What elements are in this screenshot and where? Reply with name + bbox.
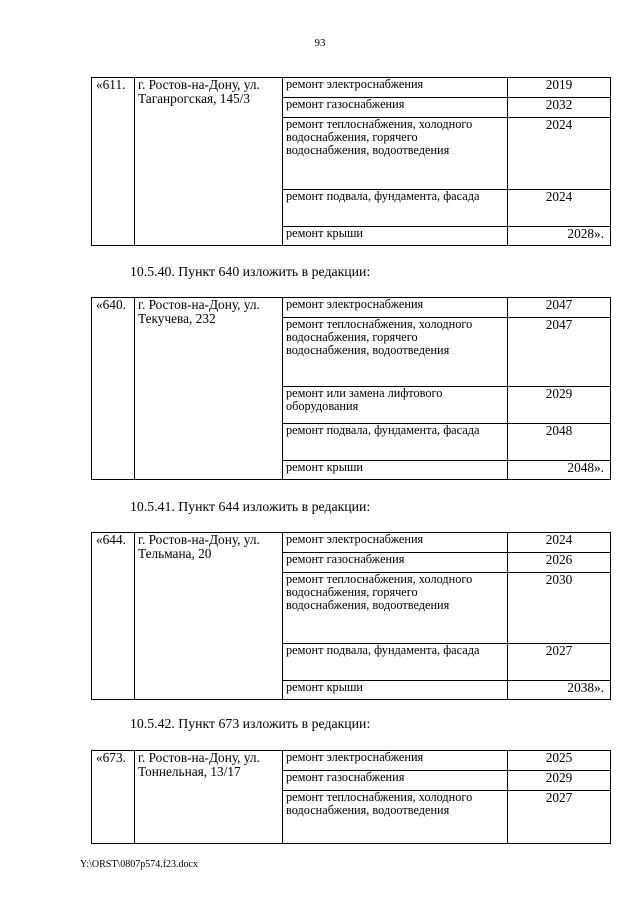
work-type: ремонт газоснабжения [283,98,508,118]
work-type: ремонт крыши [283,461,508,480]
work-year: 2019 [508,78,611,98]
work-year: 2024 [508,190,611,227]
item-number: «644. [92,533,135,700]
work-type: ремонт подвала, фундамента, фасада [283,644,508,681]
table-row [92,751,611,771]
work-year: 2029 [508,771,611,791]
work-year: 2047 [508,298,611,318]
work-year: 2026 [508,553,611,573]
work-type: ремонт подвала, фундамента, фасада [283,424,508,461]
page-number: 93 [314,37,326,49]
paragraph-10-5-40: 10.5.40. Пункт 640 изложить в редакции: [130,264,371,279]
work-type: ремонт газоснабжения [283,771,508,791]
work-type: ремонт электроснабжения [283,533,508,553]
item-address: г. Ростов-на-Дону, ул. Таганрогская, 145/3 [135,78,283,246]
work-year: 2024 [508,533,611,553]
work-year: 2030 [508,573,611,644]
footer-file-path: Y:\ORST\0807p574.f23.docx [80,859,198,870]
paragraph-10-5-41: 10.5.41. Пункт 644 изложить в редакции: [130,499,371,514]
work-year: 2047 [508,318,611,387]
work-type: ремонт электроснабжения [283,78,508,98]
table-row [92,298,611,318]
work-year: 2025 [508,751,611,771]
item-address: г. Ростов-на-Дону, ул. Тоннельная, 13/17 [135,751,283,844]
work-year: 2024 [508,118,611,190]
item-number: «673. [92,751,135,844]
item-address: г. Ростов-на-Дону, ул. Тельмана, 20 [135,533,283,700]
work-year: 2048». [508,461,611,480]
work-type: ремонт крыши [283,227,508,246]
work-year: 2029 [508,387,611,424]
item-address: г. Ростов-на-Дону, ул. Текучева, 232 [135,298,283,480]
work-type: ремонт теплоснабжения, холодного водоснабжения, водоотведения [283,791,508,844]
work-type: ремонт газоснабжения [283,553,508,573]
item-number: «640. [92,298,135,480]
work-year: 2027 [508,644,611,681]
table-item-644 [91,532,611,700]
work-year: 2048 [508,424,611,461]
table-row [92,78,611,98]
work-type: ремонт теплоснабжения, холодного водоснабжения, горячего водоснабжения, водоотведения [283,118,508,190]
work-year: 2028». [508,227,611,246]
table-item-611 [91,77,611,246]
work-type: ремонт или замена лифтового оборудования [283,387,508,424]
work-year: 2038». [508,681,611,700]
work-type: ремонт электроснабжения [283,751,508,771]
work-type: ремонт теплоснабжения, холодного водоснабжения, горячего водоснабжения, водоотведения [283,573,508,644]
item-number: «611. [92,78,135,246]
table-row [92,533,611,553]
work-type: ремонт электроснабжения [283,298,508,318]
work-type: ремонт крыши [283,681,508,700]
work-type: ремонт подвала, фундамента, фасада [283,190,508,227]
work-year: 2027 [508,791,611,844]
paragraph-10-5-42: 10.5.42. Пункт 673 изложить в редакции: [130,716,371,731]
work-year: 2032 [508,98,611,118]
work-type: ремонт теплоснабжения, холодного водоснабжения, горячего водоснабжения, водоотведения [283,318,508,387]
table-item-640 [91,297,611,480]
table-item-673 [91,750,611,844]
